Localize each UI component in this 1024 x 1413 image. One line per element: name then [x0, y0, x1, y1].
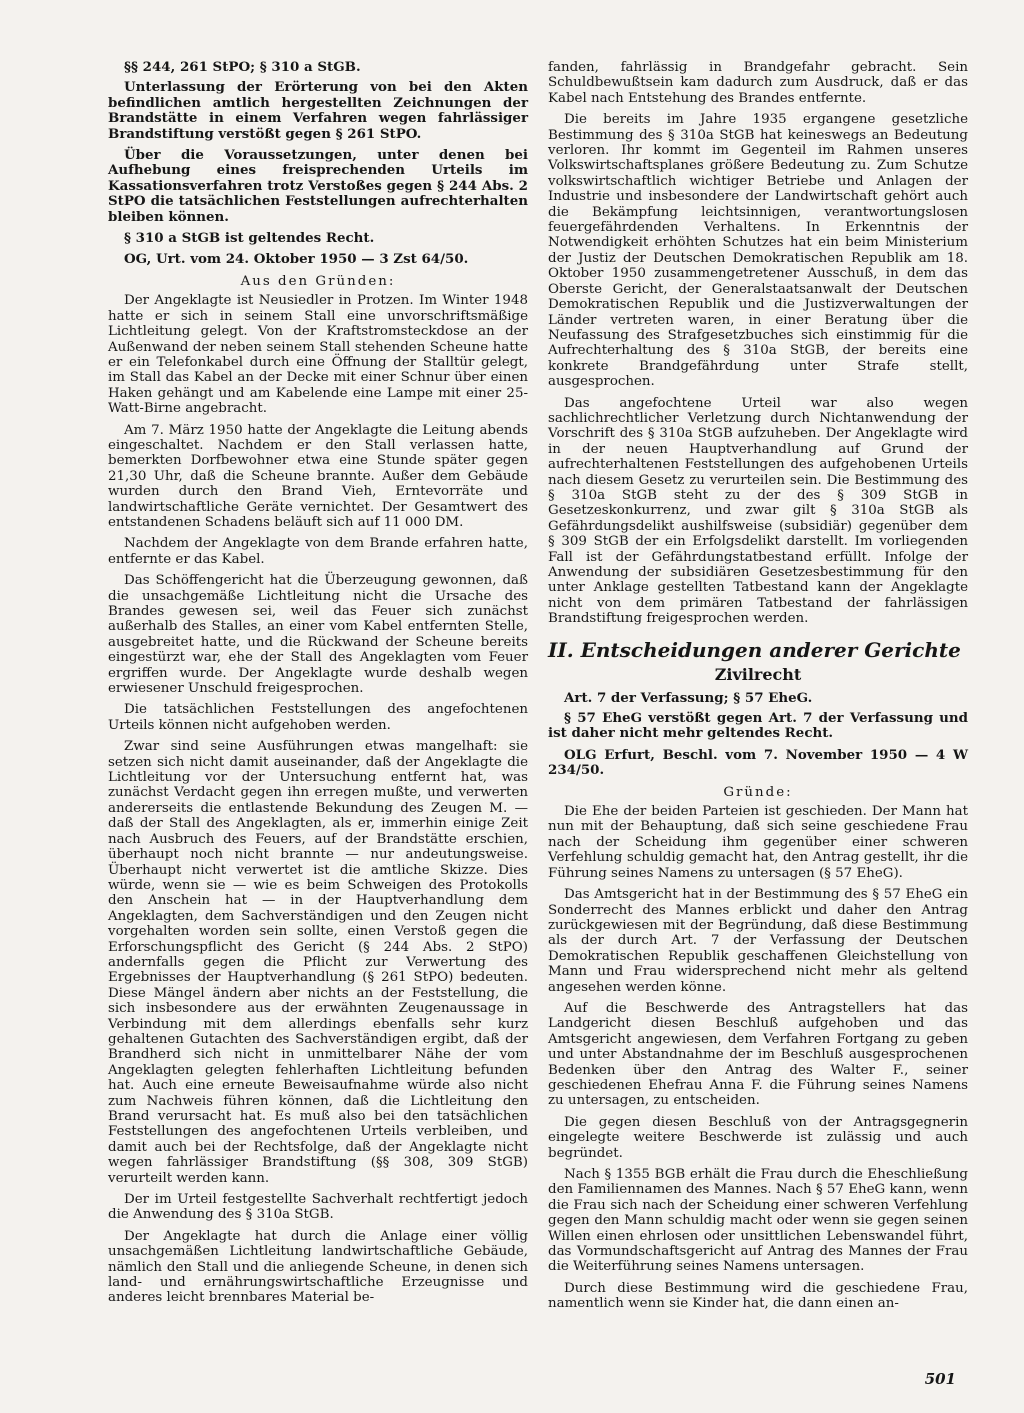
paragraph: Die Ehe der beiden Parteien ist geschieden. Der Mann hat nun mit der Behauptung, daß sich seine geschiedene Frau nach der Scheidung ihm gegenüber einer schweren Verfehlung schuldig gemacht hat, den Antrag gestellt, ihr die Führung seines Namens zu untersagen (§ 57 EheG).	[548, 804, 968, 881]
headnote: § 57 EheG verstößt gegen Art. 7 der Verfassung und ist daher nicht mehr geltendes Recht.	[548, 710, 968, 742]
paragraph: Das Amtsgericht hat in der Bestimmung des § 57 EheG ein Sonderrecht des Mannes erblickt und daher den Antrag zurückgewiesen mit der Begründung, daß diese Bestimmung als der durch Art. 7 der Verfassung der Deutschen Demokratischen Republik geschaffenen Gleichstellung von Mann und Frau widersprechend nicht mehr als geltend angesehen werden könne.	[548, 887, 968, 995]
paragraph: Der Angeklagte ist Neusiedler in Protzen. Im Winter 1948 hatte er sich in seinem Stall eine unvorschriftsmäßige Lichtleitung gelegt. Von der Kraftstromsteckdose an der Außenwand der neben seinem Stall stehenden Scheune hatte er ein Telefonkabel durch eine Öffnung der Stalltür gelegt, im Stall das Kabel an der Decke mit einer Schnur über einen Haken gehängt und am Kabelende eine Lampe mit einer 25-Watt-Birne angebracht.	[108, 293, 528, 417]
paragraph: Das angefochtene Urteil war also wegen sachlichrechtlicher Verletzung durch Nichtanwendung der Vorschrift des § 310a StGB aufzuheben. Der Angeklagte wird in der neuen Hauptverhandlung auf Grund der aufrechterhaltenen Feststellungen des aufgehobenen Urteils nach diesem Gesetz zu verurteilen sein. Die Bestimmung des § 310a StGB steht zu der des § 309 StGB in Gesetzeskonkurrenz, und zwar gilt § 310a StGB als Gefährdungsdelikt aushilfsweise (subsidiär) gegenüber dem § 309 StGB der ein Erfolgsdelikt darstellt. Im vorliegenden Fall ist der Gefährdungstatbestand erfüllt. Infolge der Anwendung der subsidiären Gesetzesbestimmung für den unter Anklage gestellten Tatbestand kann der Angeklagte nicht von dem primären Tatbestand der fahrlässigen Brandstiftung freigesprochen werden.	[548, 395, 968, 627]
paragraph: Der Angeklagte hat durch die Anlage einer völlig unsachgemäßen Lichtleitung landwirtschaftliche Gebäude, nämlich den Stall und die anliegende Scheune, in denen sich land- und ernährungswirtschaftliche Erzeugnisse und anderes leicht brennbares Material be-	[108, 1228, 528, 1306]
statute-reference: §§ 244, 261 StPO; § 310 a StGB.	[124, 59, 361, 75]
reasons-heading: Aus den Gründen:	[240, 273, 396, 289]
left-column	[108, 60, 528, 1312]
paragraph: Durch diese Bestimmung wird die geschiedene Frau, namentlich wenn sie Kinder hat, die dann einen an-	[548, 1280, 968, 1312]
statute-reference: Art. 7 der Verfassung; § 57 EheG.	[564, 689, 813, 706]
court-citation: OG, Urt. vom 24. Oktober 1950 — 3 Zst 64/50.	[124, 251, 469, 268]
paragraph: Am 7. März 1950 hatte der Angeklagte die Leitung abends eingeschaltet. Nachdem er den Stall verlassen hatte, bemerkten Dorfbewohner etwa eine Stunde später gegen 21,30 Uhr, daß die Scheune brannte. Außer dem Gebäude wurden durch den Brand Vieh, Erntevorräte und landwirtschaftliche Geräte vernichtet. Der Gesamtwert des entstandenen Schadens beläuft sich auf 11 000 DM.	[108, 422, 528, 530]
headnote-1: Unterlassung der Erörterung von bei den Akten befindlichen amtlich hergestellten Zeichnungen der Brandstätte in einem Verfahren wegen fahrlässiger Brandstiftung verstößt gegen § 261 StPO.	[108, 79, 528, 142]
paragraph: fanden, fahrlässig in Brandgefahr gebracht. Sein Schuldbewußtsein kam dadurch zum Ausdruck, daß er das Kabel nach Entstehung des Brandes entfernte.	[548, 60, 968, 106]
paragraph: Das Schöffengericht hat die Überzeugung gewonnen, daß die unsachgemäße Lichtleitung nicht die Ursache des Brandes gewesen sei, weil das Feuer sich zunächst außerhalb des Stalles, an einer vom Kabel entfernten Stelle, ausgebreitet hatte, und die Rückwand der Scheune bereits eingestürzt war, ehe der Stall des Angeklagten vom Feuer ergriffen wurde. Der Angeklagte wurde deshalb wegen erwiesener Unschuld freigesprochen.	[108, 573, 528, 697]
paragraph: Der im Urteil festgestellte Sachverhalt rechtfertigt jedoch die Anwendung des § 310a StGB.	[108, 1192, 528, 1223]
paragraph: Nachdem der Angeklagte von dem Brande erfahren hatte, entfernte er das Kabel.	[108, 536, 528, 567]
section-heading: II. Entscheidungen anderer Gerichte	[548, 637, 961, 662]
headnote-3: § 310 a StGB ist geltendes Recht.	[124, 230, 375, 247]
page-number: 501	[924, 1370, 956, 1388]
headnote-2: Über die Voraussetzungen, unter denen bei Aufhebung eines freisprechenden Urteils im Kassationsverfahren trotz Verstoßes gegen § 244 Abs. 2 StPO die tatsächlichen Feststellungen aufrechterhalten bleiben können.	[108, 147, 528, 225]
paragraph: Zwar sind seine Ausführungen etwas mangelhaft: sie setzen sich nicht damit auseinander, daß der Angeklagte die Lichtleitung vor der Untersuchung entfernt hat, was zunächst Verdacht gegen ihn erregen mußte, und verwerten andererseits die entlastende Bekundung des Zeugen M. — daß der Stall des Angeklagten, als er, immerhin einige Zeit nach Ausbruch des Feuers, auf der Brandstätte erschien, überhaupt noch nicht brannte — nur andeutungsweise. Überhaupt nicht verwertet ist die amtliche Skizze. Dies würde, wenn sie — wie es beim Schweigen des Protokolls den Anschein hat — in der Hauptverhandlung dem Angeklagten, dem Sachverständigen und den Zeugen nicht vorgehalten worden sein sollte, einen Verstoß gegen die Erforschungspflicht des Gericht (§ 244 Abs. 2 StPO) andernfalls gegen die Pflicht zur Verwertung des Ergebnisses der Hauptverhandlung (§ 261 StPO) bedeuten. Diese Mängel ändern aber nichts an der Feststellung, die sich insbesondere aus der erwähnten Zeugenaussage in Verbindung mit dem allerdings ebenfalls sehr kurz gehaltenen Gutachten des Sachverständigen ergibt, daß der Brandherd sich nicht in unmittelbarer Nähe der vom Angeklagten gelegten fehlerhaften Lichtleitung befunden hat. Auch eine erneute Beweisaufnahme würde also nicht zum Nachweis führen können, daß die Lichtleitung den Brand verursacht hat. Es muß also bei den tatsächlichen Feststellungen des angefochtenen Urteils verbleiben, und damit auch bei der Rechtsfolge, daß der Angeklagte nicht wegen fahrlässiger Brandstiftung (§§ 308, 309 StGB) verurteilt werden kann.	[108, 739, 528, 1186]
paragraph: Nach § 1355 BGB erhält die Frau durch die Eheschließung den Familiennamen des Mannes. Nach § 57 EheG kann, wenn die Frau sich nach der Scheidung einer schweren Verfehlung gegen den Mann schuldig macht oder wenn sie gegen seinen Willen einen ehrlosen oder unsittlichen Lebenswandel führt, das Vormundschaftsgericht auf Antrag des Mannes der Frau die Weiterführung seines Namens untersagen.	[548, 1167, 968, 1275]
right-column	[548, 60, 968, 1318]
paragraph: Die tatsächlichen Feststellungen des angefochtenen Urteils können nicht aufgehoben werden.	[108, 702, 528, 733]
court-citation: OLG Erfurt, Beschl. vom 7. November 1950 — 4 W 234/50.	[548, 746, 968, 779]
subsection-heading: Zivilrecht	[714, 664, 802, 684]
paragraph: Die bereits im Jahre 1935 ergangene gesetzliche Bestimmung des § 310a StGB hat keineswegs an Bedeutung verloren. Ihr kommt im Gegenteil im Rahmen unseres Volkswirtschaftsplanes größere Bedeutung zu. Zum Schutze volkswirtschaftlich wichtiger Betriebe und Anlagen der Industrie und insbesondere der Landwirtschaft gehört auch die Bekämpfung leichtsinnigen, verantwortungslosen feuergefährdenden Verhaltens. In Erkenntnis der Notwendigkeit erhöhten Schutzes hat ein beim Ministerium der Justiz der Deutschen Demokratischen Republik am 18. Oktober 1950 zusammengetretener Ausschuß, in dem das Oberste Gericht, der Generalstaatsanwalt der Deutschen Demokratischen Republik und die Justizverwaltungen der Länder vertreten waren, in einer Beratung über die Neufassung des Strafgesetzbuches sich einstimmig für die Aufrechterhaltung des § 310a StGB, der bereits eine konkrete Brandgefährdung unter Strafe stellt, ausgesprochen.	[548, 112, 968, 390]
paragraph: Die gegen diesen Beschluß von der Antragsgegnerin eingelegte weitere Beschwerde ist zulässig und auch begründet.	[548, 1114, 968, 1161]
paragraph: Auf die Beschwerde des Antragstellers hat das Landgericht diesen Beschluß aufgehoben und das Amtsgericht angewiesen, dem Verfahren Fortgang zu geben und unter Abstandnahme der im Beschluß ausgesprochenen Bedenken über den Antrag des Walter F., seiner geschiedenen Ehefrau Anna F. die Führung seines Namens zu untersagen, zu entscheiden.	[548, 1000, 968, 1109]
reasons-heading: Gründe:	[723, 784, 793, 800]
